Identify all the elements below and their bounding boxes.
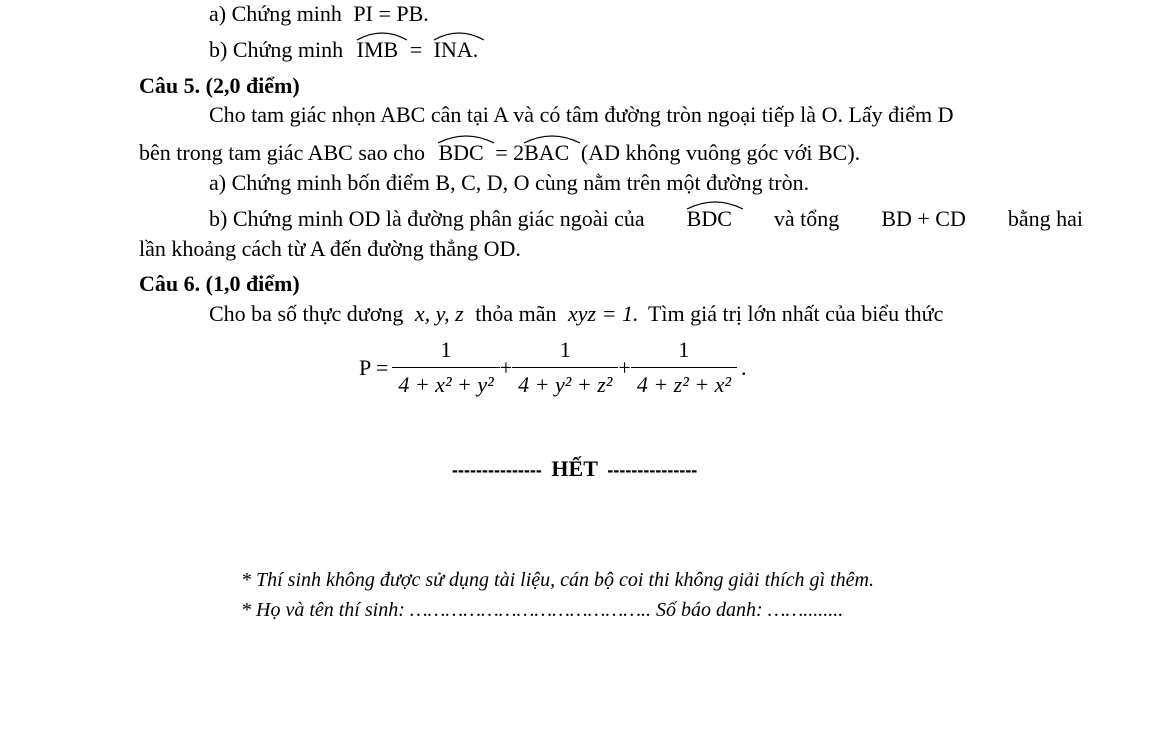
fraction-3-denominator: 4 + z² + x²	[631, 367, 737, 398]
q6-condition: xyz = 1.	[568, 301, 639, 326]
angle-bdc-2	[687, 205, 732, 233]
q4-equals: =	[409, 37, 423, 62]
end-marker	[452, 455, 697, 484]
q4-part-b-text: b) Chứng minh	[209, 37, 344, 62]
angle-imb-label: IMB	[356, 37, 399, 62]
q5-part-b-post: bằng hai	[1007, 206, 1083, 231]
q6-intro-post: Tìm giá trị lớn nhất của biểu thức	[647, 301, 944, 326]
q5-part-b-line1	[209, 205, 1083, 233]
angle-ina	[434, 36, 473, 64]
q5-intro-line1: Cho tam giác nhọn ABC cân tại A và có tâm đường tròn ngoại tiếp là O. Lấy điểm D	[209, 102, 954, 127]
fraction-1-numerator: 1	[440, 337, 452, 362]
angle-arc-icon	[355, 29, 409, 41]
fraction-2	[512, 337, 618, 398]
q6-heading: Câu 6. (1,0 điểm)	[139, 271, 300, 296]
q5-part-b-line2: lần khoảng cách từ A đến đường thẳng OD.	[139, 236, 521, 261]
fraction-2-denominator: 4 + y² + z²	[512, 367, 618, 398]
q6-vars: x, y, z	[414, 301, 464, 326]
q4-part-a-text: a) Chứng minh	[209, 1, 342, 26]
angle-bdc-label: BDC	[438, 140, 484, 165]
q5-intro-line2	[139, 139, 860, 167]
fraction-1-denominator: 4 + x² + y²	[392, 367, 499, 398]
plus-sign-1: +	[499, 354, 513, 380]
q5-eq-2: = 2	[495, 140, 525, 165]
angle-arc-icon	[436, 132, 496, 144]
footer-note-1: * Thí sinh không được sử dụng tài liệu, cán bộ coi thi không giải thích gì thêm.	[241, 569, 874, 591]
fraction-2-numerator: 1	[559, 337, 571, 362]
fraction-1	[392, 337, 499, 398]
q6-intro	[209, 300, 943, 328]
q5-intro-line2-post: (AD không vuông góc với BC).	[580, 140, 861, 165]
fraction-3	[631, 337, 737, 398]
q4-part-a-math: PI = PB.	[353, 1, 429, 26]
q4-period: .	[472, 37, 479, 62]
q6-formula	[359, 337, 747, 398]
q5-heading: Câu 5. (2,0 điểm)	[139, 73, 300, 98]
angle-bdc	[438, 139, 483, 167]
footer-note-2: * Họ và tên thí sinh: ………………………………….. Số báo danh: ……........	[241, 599, 844, 621]
angle-arc-icon	[522, 132, 582, 144]
q5-part-b-sum: BD + CD	[881, 206, 966, 231]
fraction-3-numerator: 1	[678, 337, 690, 362]
angle-arc-icon	[685, 198, 745, 210]
end-marker-text: HẾT	[551, 456, 598, 481]
q5-part-b-text: b) Chứng minh OD là đường phân giác ngoài của	[209, 206, 645, 231]
end-marker-right-dashes: ---------------	[607, 460, 698, 480]
end-marker-left-dashes: ---------------	[452, 460, 542, 480]
angle-ina-label: INA	[433, 37, 473, 62]
q5-part-b-mid: và tổng	[773, 206, 840, 231]
q6-mid: thỏa mãn	[475, 301, 557, 326]
angle-bdc-2-label: BDC	[686, 206, 732, 231]
q4-part-a	[209, 0, 429, 28]
q6-intro-text: Cho ba số thực dương	[209, 301, 404, 326]
q5-part-a: a) Chứng minh bốn điểm B, C, D, O cùng nằm trên một đường tròn.	[209, 170, 810, 195]
q5-intro-line2-text: bên trong tam giác ABC sao cho	[139, 140, 425, 165]
formula-lhs: P =	[359, 354, 389, 380]
q4-part-b	[209, 36, 478, 64]
plus-sign-2: +	[618, 354, 631, 380]
angle-bac-label: BAC	[524, 140, 570, 165]
angle-imb	[357, 36, 399, 64]
formula-end: .	[741, 354, 747, 380]
angle-arc-icon	[432, 29, 486, 41]
angle-bac	[524, 139, 569, 167]
